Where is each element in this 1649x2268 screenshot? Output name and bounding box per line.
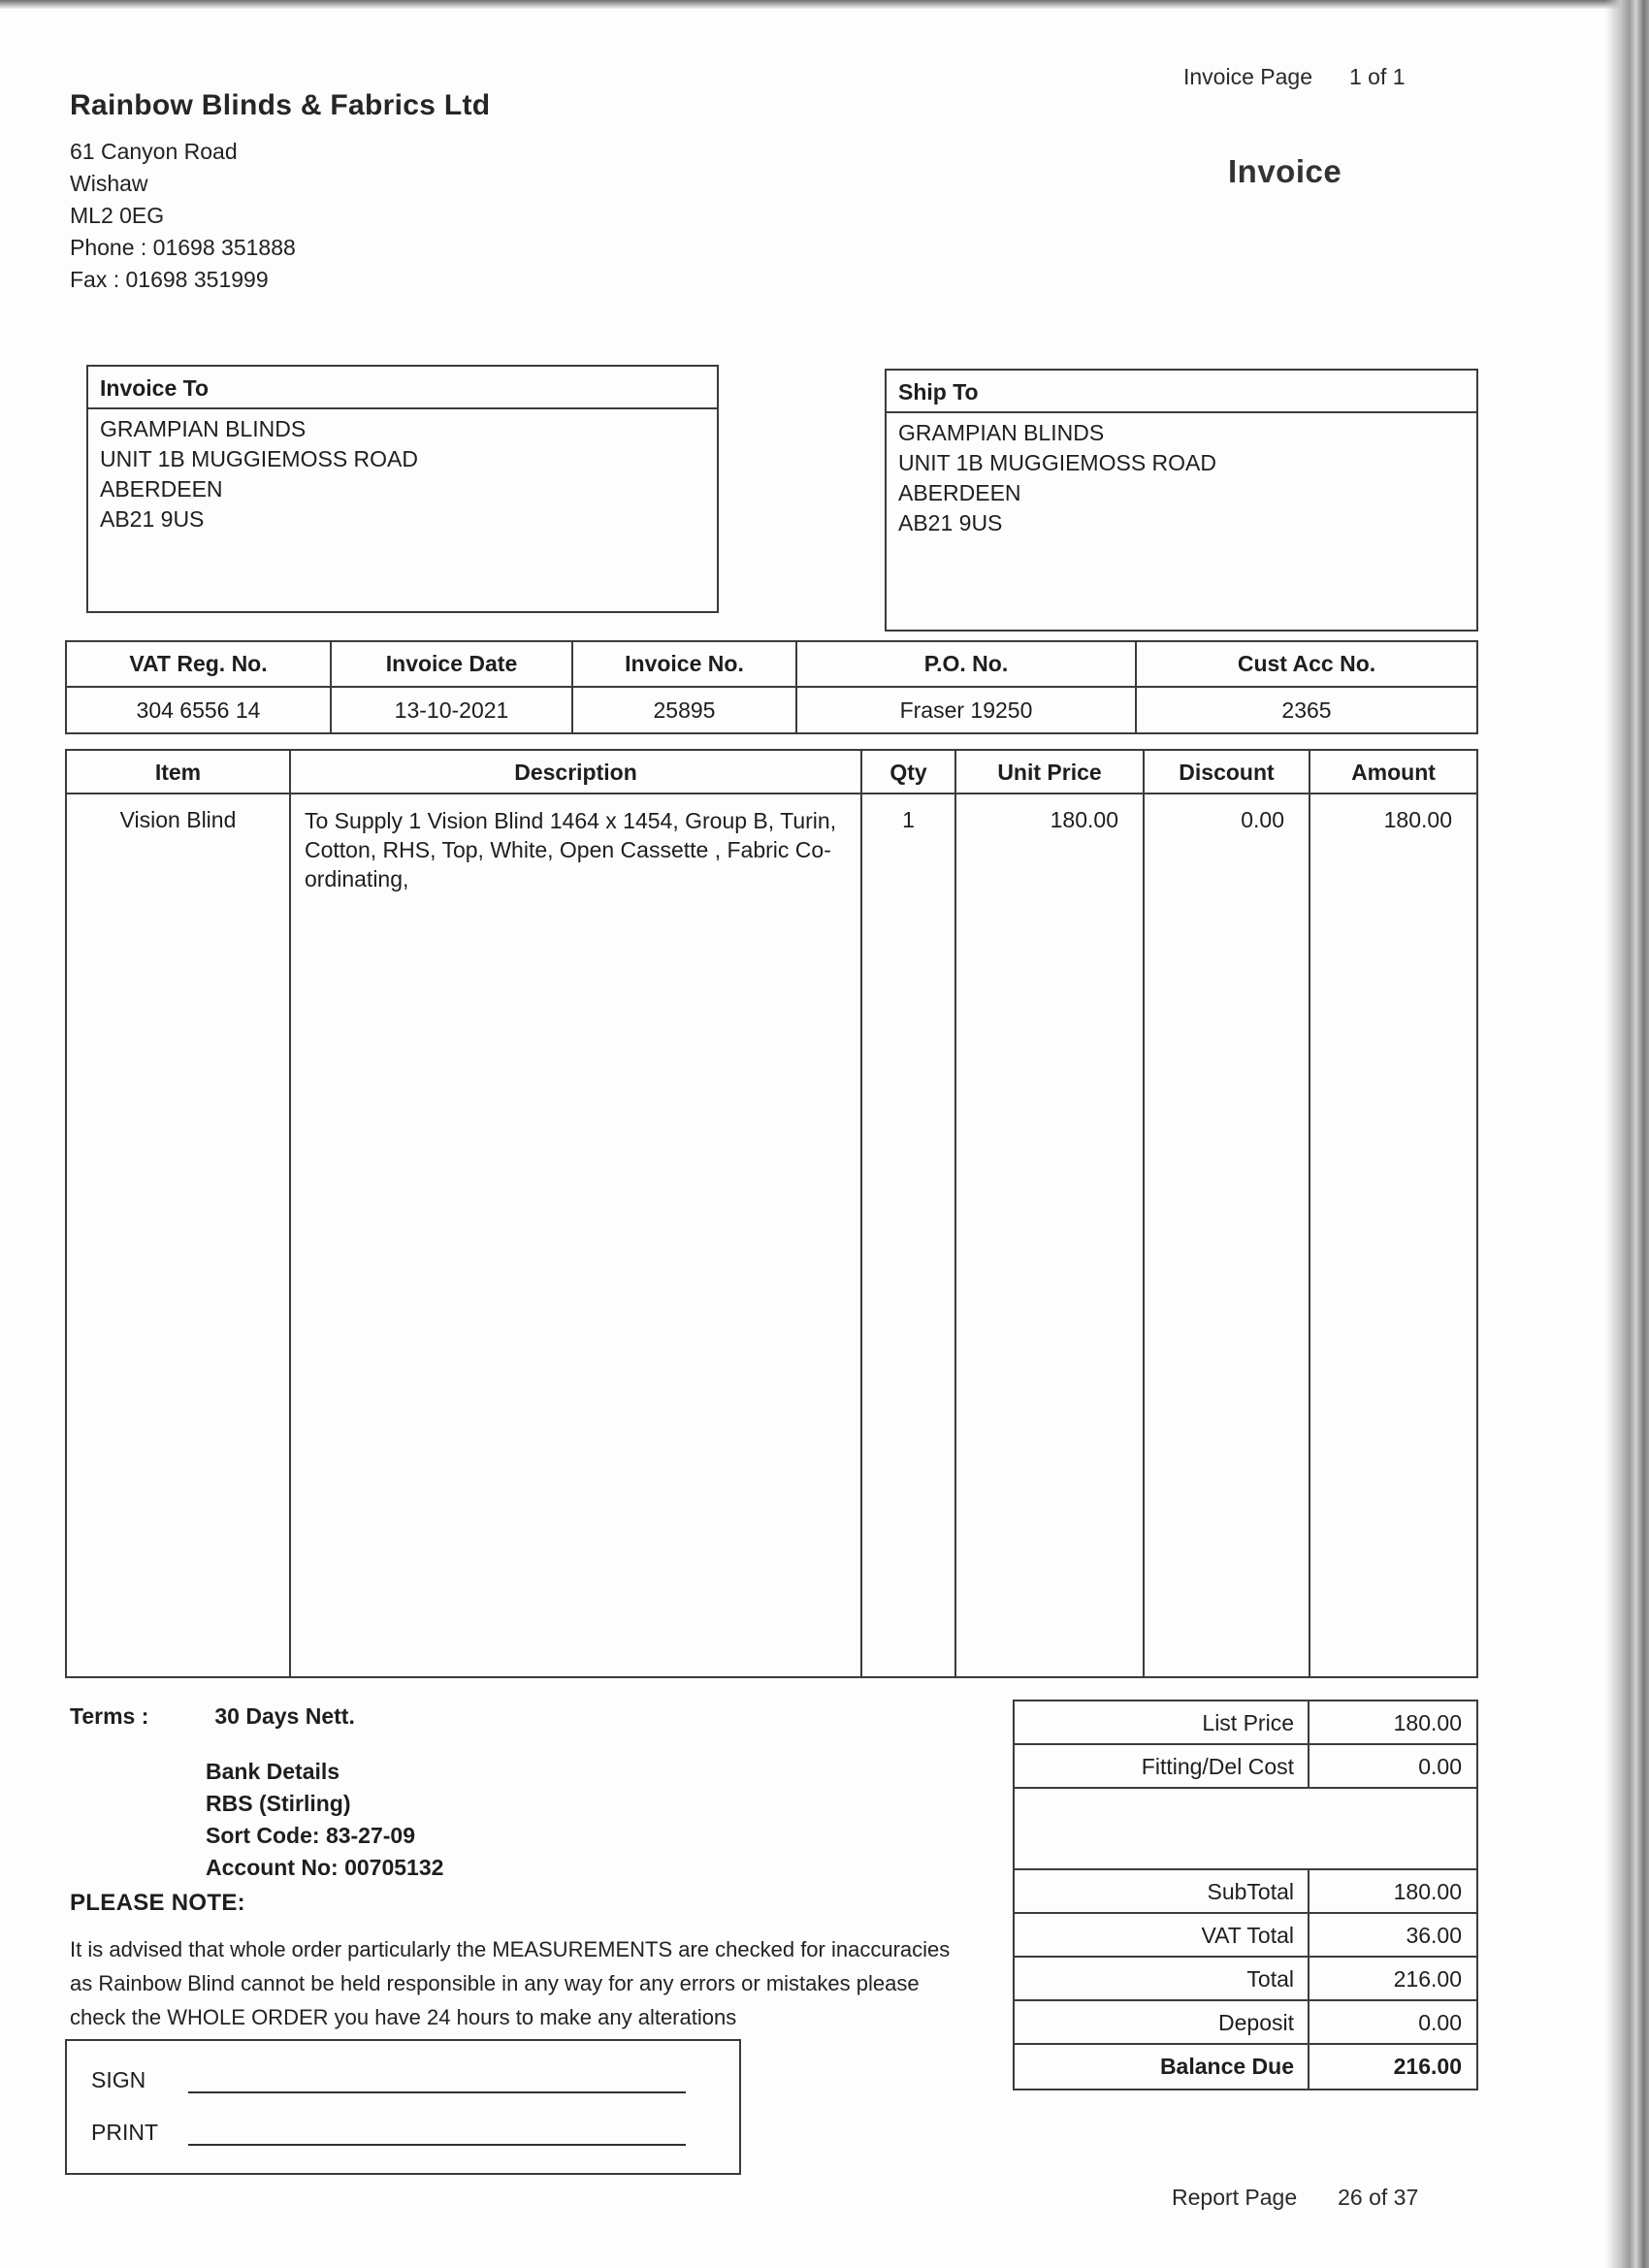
ship-to-label: Ship To (887, 371, 1476, 413)
totals-row-balance-due (1015, 2045, 1476, 2089)
scan-edge-right (1605, 0, 1649, 2268)
items-header-cell: Discount (1145, 751, 1310, 793)
meta-header-cell: Cust Acc No. (1237, 651, 1376, 676)
bank-detail-line: Account No: 00705132 (206, 1855, 444, 1880)
invoice-page-value: 1 of 1 (1348, 64, 1406, 89)
items-body (67, 794, 1476, 1676)
note-body: It is advised that whole order particularly the MEASUREMENTS are checked for inaccuracies as Rainbow Blind cannot be held responsible in any way for any errors or mistakes please check the WHOLE ORDER you have 24 hours to make any alterations (70, 1937, 951, 2029)
ship-to-address (887, 413, 1476, 543)
document-title: Invoice (1228, 153, 1342, 189)
meta-header-cell: VAT Reg. No. (67, 642, 332, 686)
discount-cell: 0.00 (1241, 807, 1284, 832)
sign-label: SIGN (91, 2067, 146, 2092)
report-page-label: Report Page (1172, 2185, 1298, 2210)
company-address-line: ML2 0EG (70, 203, 165, 228)
totals-value: 36.00 (1406, 1923, 1462, 1948)
line-items-table (65, 749, 1478, 1678)
sign-row (91, 2060, 686, 2093)
totals-row-fitting-del-cost (1015, 1745, 1476, 1789)
amount-cell: 180.00 (1383, 807, 1452, 832)
description-cell: To Supply 1 Vision Blind 1464 x 1454, Group B, Turin, Cotton, RHS, Top, White, Open Cassette , Fabric Co-ordinating, (305, 808, 837, 891)
meta-header-cell: P.O. No. (797, 642, 1137, 686)
bank-details (206, 1756, 443, 1884)
invoice-page-indicator (1183, 64, 1406, 90)
company-name: Rainbow Blinds & Fabrics Ltd (70, 89, 491, 121)
invoice-page-label: Invoice Page (1183, 64, 1312, 89)
address-line: UNIT 1B MUGGIEMOSS ROAD (898, 450, 1217, 475)
cust-acc-no: 2365 (1281, 697, 1332, 723)
po-no: Fraser 19250 (797, 688, 1137, 732)
totals-label: SubTotal (1015, 1870, 1310, 1912)
meta-value-row (67, 688, 1476, 732)
totals-value: 180.00 (1393, 1710, 1462, 1735)
totals-row-list-price (1015, 1701, 1476, 1745)
signature-box (65, 2039, 741, 2175)
qty-column (862, 794, 956, 1676)
totals-value: 216.00 (1393, 2054, 1462, 2079)
items-header-cell: Item (67, 751, 291, 793)
totals-value: 180.00 (1393, 1879, 1462, 1904)
address-line: GRAMPIAN BLINDS (100, 416, 307, 441)
address-line: ABERDEEN (898, 480, 1021, 505)
description-column (291, 794, 862, 1676)
items-header-cell: Unit Price (956, 751, 1145, 793)
address-line: GRAMPIAN BLINDS (898, 420, 1105, 445)
company-address-line: Wishaw (70, 171, 148, 196)
scan-edge-top (0, 0, 1649, 9)
company-fax: Fax : 01698 351999 (70, 267, 269, 292)
invoice-to-box (86, 365, 719, 613)
company-address-line: 61 Canyon Road (70, 139, 238, 164)
totals-label: Deposit (1015, 2001, 1310, 2043)
item-column (67, 794, 291, 1676)
discount-column (1145, 794, 1310, 1676)
report-page-indicator (1172, 2185, 1418, 2211)
totals-value: 216.00 (1393, 1966, 1462, 1992)
items-header-row (67, 751, 1476, 794)
totals-row-deposit (1015, 2001, 1476, 2045)
company-phone: Phone : 01698 351888 (70, 235, 296, 260)
items-header-cell: Qty (862, 751, 956, 793)
qty-cell: 1 (902, 807, 915, 832)
totals-label: Total (1015, 1958, 1310, 1999)
terms-line (70, 1703, 355, 1730)
meta-header-cell: Invoice Date (332, 642, 573, 686)
terms-value: 30 Days Nett. (214, 1703, 355, 1729)
bank-detail-line: RBS (Stirling) (206, 1791, 351, 1816)
address-line: ABERDEEN (100, 476, 223, 502)
totals-label: List Price (1015, 1701, 1310, 1743)
items-header-cell: Amount (1351, 760, 1436, 785)
ship-to-box (885, 369, 1478, 632)
totals-label: Balance Due (1015, 2045, 1310, 2089)
invoice-no: 25895 (573, 688, 797, 732)
totals-spacer (1015, 1789, 1476, 1870)
invoice-to-address (88, 409, 717, 539)
unit-price-cell: 180.00 (1050, 807, 1118, 832)
totals-row-vat-total (1015, 1914, 1476, 1958)
totals-row-subtotal (1015, 1870, 1476, 1914)
address-line: UNIT 1B MUGGIEMOSS ROAD (100, 446, 419, 471)
totals-label: VAT Total (1015, 1914, 1310, 1956)
invoice-date: 13-10-2021 (332, 688, 573, 732)
totals-box (1013, 1700, 1478, 2090)
print-label: PRINT (91, 2120, 158, 2145)
address-line: AB21 9US (100, 506, 205, 532)
company-address (70, 136, 296, 296)
print-row (91, 2113, 686, 2146)
terms-label: Terms : (70, 1703, 149, 1729)
item-cell: Vision Blind (119, 807, 237, 832)
bank-detail-line: Sort Code: 83-27-09 (206, 1823, 416, 1848)
invoice-to-label: Invoice To (88, 367, 717, 409)
address-line: AB21 9US (898, 510, 1003, 535)
note-heading: PLEASE NOTE: (70, 1890, 245, 1916)
report-page-value: 26 of 37 (1338, 2185, 1419, 2210)
totals-value: 0.00 (1418, 2010, 1462, 2035)
vat-reg-no: 304 6556 14 (67, 688, 332, 732)
items-header-cell: Description (291, 751, 862, 793)
unit-price-column (956, 794, 1145, 1676)
totals-label: Fitting/Del Cost (1015, 1745, 1310, 1787)
print-line (188, 2117, 686, 2146)
sign-line (188, 2064, 686, 2093)
totals-row-total (1015, 1958, 1476, 2001)
totals-value: 0.00 (1418, 1754, 1462, 1779)
amount-column (1310, 794, 1476, 1676)
bank-details-heading: Bank Details (206, 1759, 340, 1784)
meta-header-cell: Invoice No. (573, 642, 797, 686)
invoice-meta-table (65, 640, 1478, 734)
meta-header-row (67, 642, 1476, 688)
